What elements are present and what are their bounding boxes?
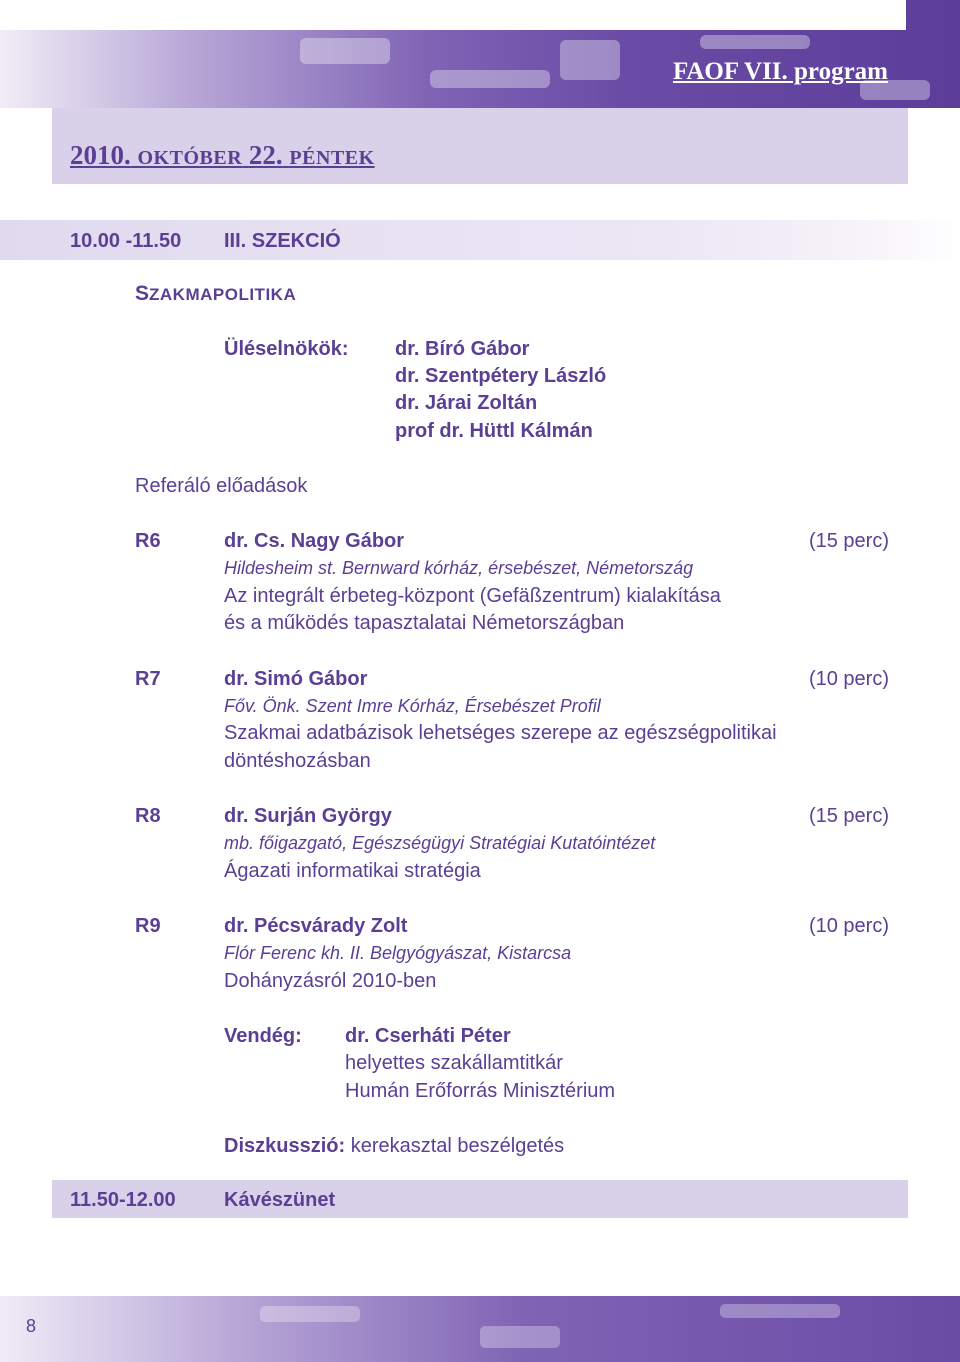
page-number: 8 [26, 1316, 37, 1336]
session-topic [135, 282, 296, 306]
chair-name: dr. Szentpétery László [395, 365, 607, 387]
discussion-label: Diszkusszió: [224, 1135, 346, 1157]
talk-affiliation: mb. főigazgató, Egészségügyi Stratégiai Kutatóintézet [224, 833, 656, 853]
session-name: III. SZEKCIÓ [224, 230, 341, 252]
guest-label: Vendég: [224, 1025, 302, 1047]
talk-affiliation: Főv. Önk. Szent Imre Kórház, Érsebészet Profil [224, 696, 601, 716]
chairs-label: Üléselnökök: [224, 338, 349, 360]
topic-rest: ZAKMAPOLITIKA [149, 285, 297, 304]
guest-position: helyettes szakállamtitkár [345, 1052, 563, 1074]
talk-speaker: dr. Pécsvárady Zolt [224, 915, 408, 937]
talk-speaker: dr. Simó Gábor [224, 668, 368, 690]
break-bar [52, 1180, 908, 1218]
talk-code: R7 [135, 668, 161, 690]
footer-texture [260, 1306, 360, 1322]
talk-title: és a működés tapasztalatai Németországban [224, 612, 625, 634]
chair-name: prof dr. Hüttl Kálmán [395, 420, 593, 442]
event-date [70, 140, 375, 171]
talk-duration: (10 perc) [808, 668, 889, 690]
break-time: 11.50-12.00 [70, 1189, 176, 1211]
footer-banner [0, 1296, 960, 1362]
talk-affiliation: Hildesheim st. Bernward kórház, érsebészet, Németország [224, 558, 694, 578]
date-day: 22. [248, 140, 283, 170]
banner-texture [560, 40, 620, 80]
chair-name: dr. Bíró Gábor [395, 338, 530, 360]
discussion-text: kerekasztal beszélgetés [350, 1135, 565, 1157]
guest-ministry: Humán Erőforrás Minisztérium [345, 1080, 616, 1102]
topic-initial: S [135, 282, 150, 305]
date-year: 2010. [70, 140, 131, 170]
talk-speaker: dr. Surján György [224, 805, 392, 827]
session-time: 10.00 -11.50 [70, 230, 182, 252]
talk-duration: (10 perc) [808, 915, 889, 937]
talk-code: R9 [135, 915, 161, 937]
banner-texture [430, 70, 550, 88]
banner-white-strip [0, 0, 906, 30]
talk-code: R8 [135, 805, 161, 827]
date-month: OKTÓBER [137, 147, 243, 169]
guest-name: dr. Cserháti Péter [345, 1025, 511, 1047]
chair-name: dr. Járai Zoltán [395, 392, 538, 414]
banner-texture [700, 35, 810, 49]
talk-title: Dohányzásról 2010-ben [224, 970, 437, 992]
date-weekday: PÉNTEK [289, 147, 375, 169]
talk-code: R6 [135, 530, 161, 552]
break-label: Kávészünet [224, 1189, 336, 1211]
talk-duration: (15 perc) [808, 805, 889, 827]
banner-texture [300, 38, 390, 64]
talk-title: Ágazati informatikai stratégia [224, 860, 481, 882]
talk-title: Az integrált érbeteg-központ (Gefäßzentrum) kialakítása [224, 585, 721, 607]
section-heading: Referáló előadások [135, 475, 308, 497]
talk-title: döntéshozásban [224, 750, 371, 772]
talk-title: Szakmai adatbázisok lehetséges szerepe az egészségpolitikai [224, 722, 777, 744]
footer-texture [480, 1326, 560, 1348]
talk-speaker: dr. Cs. Nagy Gábor [224, 530, 405, 552]
document-title: FAOF VII. program [672, 58, 888, 85]
footer-texture [720, 1304, 840, 1318]
talk-affiliation: Flór Ferenc kh. II. Belgyógyászat, Kistarcsa [224, 943, 572, 963]
header-banner [0, 0, 960, 108]
talk-duration: (15 perc) [808, 530, 889, 552]
discussion [224, 1135, 564, 1158]
